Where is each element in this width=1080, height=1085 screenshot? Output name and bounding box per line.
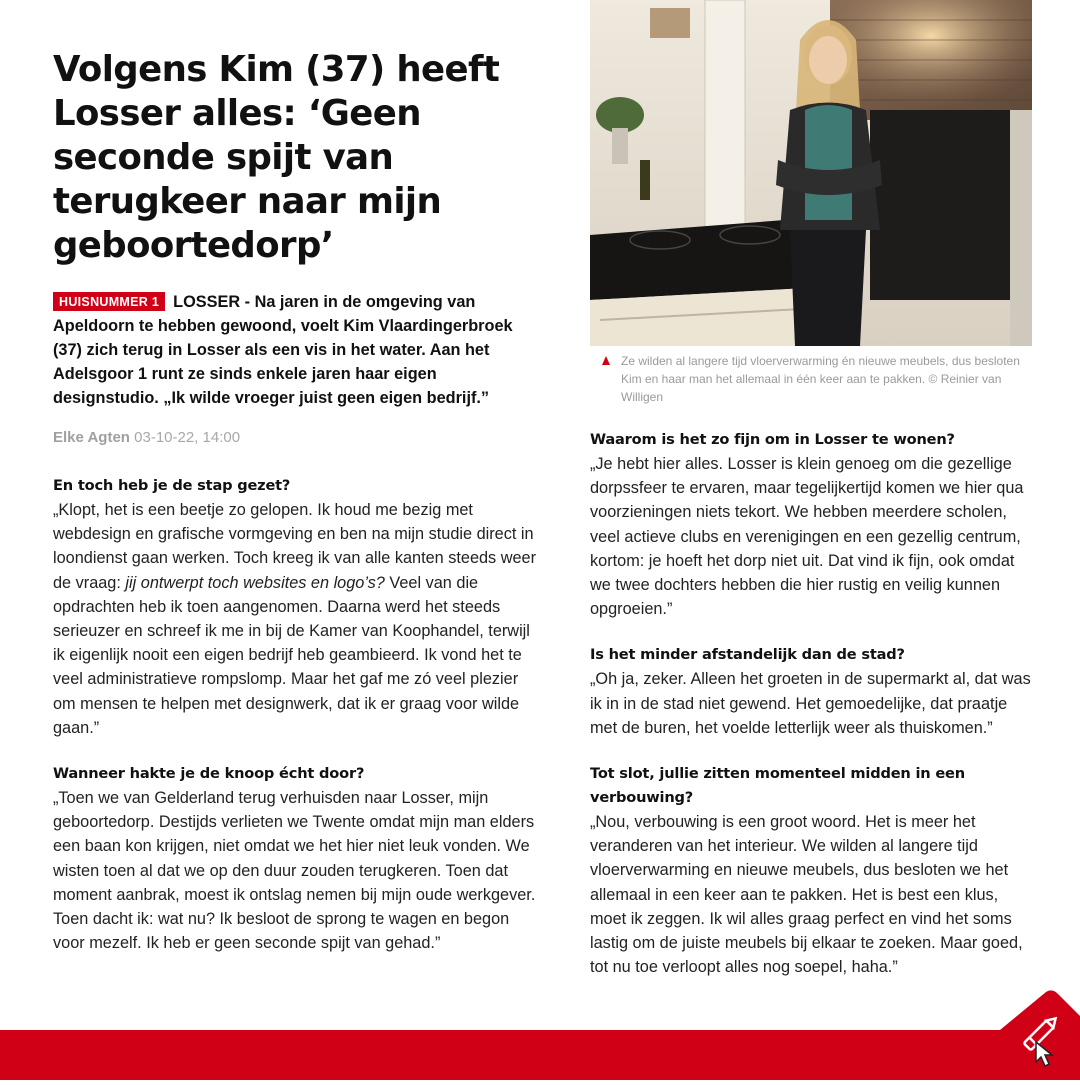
right-qa-list (590, 428, 1032, 979)
intro-location: LOSSER - (173, 293, 255, 311)
question: En toch heb je de stap gezet? (53, 477, 291, 494)
question: Wanneer hakte je de knoop écht door? (53, 765, 365, 783)
qa-block (590, 762, 1032, 979)
section-badge[interactable]: HUISNUMMER 1 (53, 292, 165, 311)
answer: „Je hebt hier alles. Losser is klein genoeg om die gezellige dorpssfeer te ervaren, maar tegelijkertijd komen we hier qua voorzieningen niets tekort. We hebben meerdere scholen, veel actieve clubs en verenigingen en een gezellig centrum, kortom: je hoeft het dorp niet uit. Dat vind ik fijn, ook omdat we twee dochters hebben die hier rustig en veilig kunnen opgroeien.” (590, 455, 1024, 619)
answer-part: „Klopt, het is een beetje zo gelopen. Ik houd me bezig met webdesign en grafische vormgeving en ben na mijn studie direct in loondienst gaan werken. Toch kreeg ik van alle kanten steeds weer de vraag: (53, 501, 537, 592)
intro-text: Na jaren in de omgeving van Apeldoorn te hebben gewoond, voelt Kim Vlaardingerbroek (37) zich terug in Losser als een vis in het water. Aan het Adelsgoor 1 runt ze sinds enkele jaren haar eigen designstudio. „Ik wilde vroeger juist geen eigen bedrijf.” (53, 293, 513, 407)
caption-text: Ze wilden al langere tijd vloerverwarming én nieuwe meubels, dus besloten Kim en haar man het allemaal in één keer aan te pakken. © Reinier van Willigen (621, 354, 1020, 404)
footer-bar (0, 1030, 1080, 1080)
qa-block (590, 643, 1032, 740)
answer: „Toen we van Gelderland terug verhuisden naar Losser, mijn geboortedorp. Destijds verlieten we Twente omdat mijn man elders een baan kon krijgen, niet omdat we het hier niet leuk vonden. We wisten toen al dat we op den duur zouden terugkeren. Toen dat moment aanbrak, moest ik ontslag nemen bij mijn oude werkgever. Toen dacht ik: wat nu? Ik besloot de sprong te wagen en begon voor mezelf. Ik heb er geen seconde spijt van gehad.” (53, 789, 536, 953)
intro (53, 290, 543, 410)
author-name[interactable]: Elke Agten (53, 429, 130, 446)
byline (53, 429, 543, 446)
photo-caption (590, 352, 1032, 406)
qa-block (53, 474, 543, 740)
answer: „Nou, verbouwing is een groot woord. Het is meer het veranderen van het interieur. We wilden al langere tijd vloerverwarming en nieuwe meubels, dus besloten we het allemaal in een keer aan te pakken. Het is best een klus, moet ik zeggen. Ik wil alles graag perfect en vind het soms lastig om de juiste meubels bij elkaar te zoeken. Maar goed, tot nu toe verloopt alles nog soepel, haha.” (590, 813, 1023, 977)
headline: Volgens Kim (37) heeft Losser alles: ‘Geen seconde spijt van terugkeer naar mijn geboortedorp’ (53, 49, 500, 266)
qa-block (53, 762, 543, 955)
question: Tot slot, jullie zitten momenteel midden in een verbouwing? (590, 765, 965, 807)
answer: „Oh ja, zeker. Alleen het groeten in de supermarkt al, dat was ik in in de stad niet gewend. Het gemoedelijke, dat praatje met de buren, het voelde letterlijk weer als thuiskomen.” (590, 670, 1031, 737)
edit-corner-button[interactable] (996, 990, 1080, 1080)
question: Is het minder afstandelijk dan de stad? (590, 646, 905, 664)
qa-block (590, 428, 1032, 621)
pencil-cursor-icon (996, 990, 1080, 1080)
article-photo[interactable] (590, 0, 1032, 346)
publish-date: 03-10-22, 14:00 (134, 429, 241, 446)
kitchen-photo-illustration (590, 0, 1032, 346)
answer-part: Veel van die opdrachten heb ik toen aangenomen. Daarna werd het steeds serieuzer en schreef ik me in bij de Kamer van Koophandel, terwijl ik eigenlijk nooit een eigen bedrijf heb geambieerd. Ik vond het te veel administratieve rompslomp. Maar het gaf me zó veel plezier om mensen te helpen met designwerk, dat ik er graag voor wilde gaan.” (53, 573, 530, 737)
triangle-up-icon (602, 356, 610, 365)
article-left-column (53, 48, 543, 955)
question: Waarom is het zo fijn om in Losser te wonen? (590, 431, 955, 448)
answer (53, 498, 543, 740)
answer-italic: jij ontwerpt toch websites en logo’s? (125, 573, 385, 592)
